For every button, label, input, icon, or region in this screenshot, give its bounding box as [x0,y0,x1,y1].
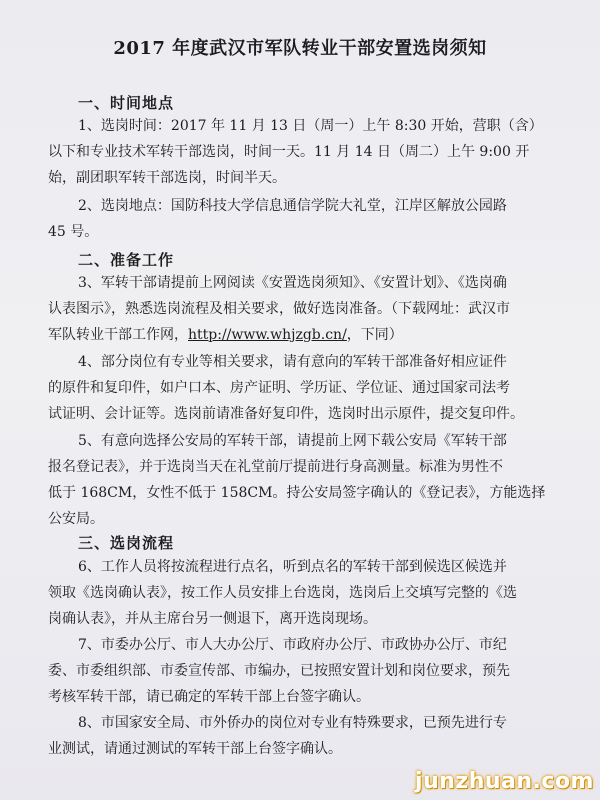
text-line: 始，副团职军转干部选岗，时间半天。 [48,170,286,186]
text-line: 7、市委办公厅、市人大办公厅、市政府办公厅、市政协办公厅、市纪 [78,637,507,653]
paragraph-3-read-docs [48,270,566,348]
paragraph-2-location [48,193,566,245]
text-line: 2、选岗地点：国防科技大学信息通信学院大礼堂，江岸区解放公园路 [78,198,507,214]
text-line: 6、工作人员将按流程进行点名，听到点名的军转干部到候选区候选并 [78,559,507,575]
section-heading-process: 三、选岗流程 [78,534,175,552]
text-line: 试证明、会计证等。选岗前请准备好复印件，选岗时出示原件，提交复印件。 [48,406,524,422]
paragraph-5-police [48,428,566,532]
text-line: 考核军转干部，请已确定的军转干部上台签字确认。 [48,689,370,705]
site-watermark: junzhuan.com [415,769,594,794]
document-title: 2017 年度武汉市军队转业干部安置选岗须知 [113,38,487,59]
text-line: 岗确认表》，并从主席台另一侧退下，离开选岗现场。 [48,611,377,627]
paragraph-4-documents [48,349,566,427]
text-line: 的原件和复印件，如户口本、房产证明、学历证、学位证、通过国家司法考 [48,380,510,396]
text-line: 1、选岗时间：2017 年 11 月 13 日（周一）上午 8:30 开始，营职（含） [78,118,543,134]
text-line: 委、市委组织部、市委宣传部、市编办，已按照安置计划和岗位要求，预先 [48,663,510,679]
text-line: 3、军转干部请提前上网阅读《安置选岗须知》、《安置计划》、《选岗确 [78,275,507,291]
text-line [48,322,566,348]
download-link[interactable]: http://www.whjzgb.cn/ [188,327,347,343]
text-line: 公安局。 [48,511,104,527]
text-line: 45 号。 [48,224,99,240]
text-line: 业测试，请通过测试的军转干部上台签字确认。 [48,741,342,757]
text-line: 领取《选岗确认表》，按工作人员安排上台选岗，选岗后上交填写完整的《选 [48,585,517,601]
paragraph-8-security [48,710,566,762]
text-line: 5、有意向选择公安局的军转干部，请提前上网下载公安局《军转干部 [78,433,507,449]
text-segment: 军队转业干部工作网， [48,327,188,343]
text-line: 认表图示》，熟悉选岗流程及相关要求，做好选岗准备。（下载网址：武汉市 [48,301,510,317]
paragraph-1-time [48,113,566,191]
text-line: 低于 168CM，女性不低于 158CM。持公安局签字确认的《登记表》，方能选择 [48,485,546,501]
text-line: 4、部分岗位有专业等相关要求，请有意向的军转干部准备好相应证件 [78,354,507,370]
paragraph-6-rollcall [48,554,566,632]
text-segment: ，下同） [346,327,403,343]
text-line: 以下和专业技术军转干部选岗，时间一天。11 月 14 日（周二）上午 9:00 开 [48,144,530,160]
section-heading-preparation: 二、准备工作 [78,251,175,269]
section-heading-time-location: 一、时间地点 [78,94,175,112]
paragraph-7-offices [48,632,566,710]
text-line: 8、市国家安全局、市外侨办的岗位对专业有特殊要求，已预先进行专 [78,715,507,731]
text-line: 报名登记表》，并于选岗当天在礼堂前厅提前进行身高测量。标准为男性不 [48,459,503,475]
